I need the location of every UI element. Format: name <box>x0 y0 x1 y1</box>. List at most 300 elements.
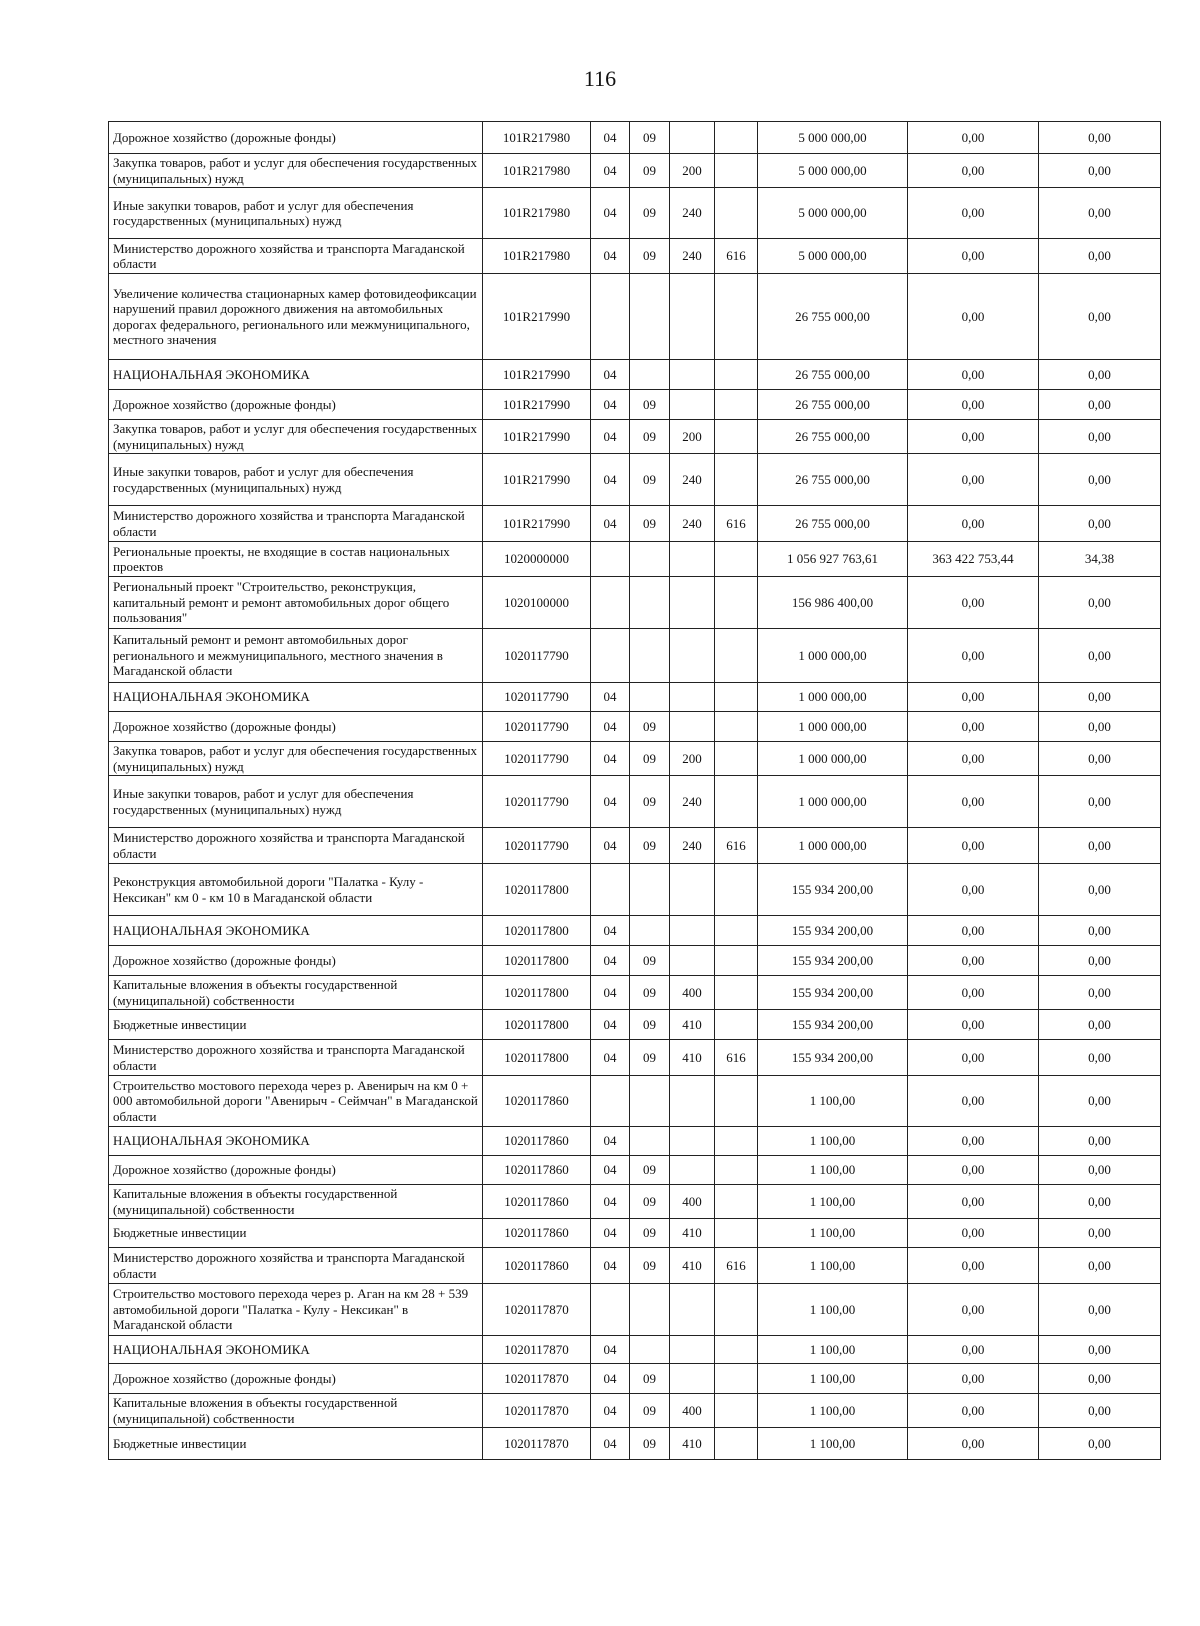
row-expense-type-cell <box>670 916 715 946</box>
row-name-cell: Дорожное хозяйство (дорожные фонды) <box>109 1156 483 1185</box>
row-department-cell <box>715 1284 758 1336</box>
row-code-cell: 1020117860 <box>483 1219 591 1248</box>
row-expense-type-cell: 240 <box>670 506 715 542</box>
row-percent-cell: 0,00 <box>1039 506 1161 542</box>
table-row <box>109 916 1161 946</box>
table-row <box>109 1284 1161 1336</box>
row-executed-cell: 0,00 <box>908 916 1039 946</box>
table-row <box>109 1127 1161 1156</box>
row-section-cell: 04 <box>591 390 630 420</box>
row-amount-cell: 26 755 000,00 <box>758 454 908 506</box>
row-name-cell: Бюджетные инвестиции <box>109 1010 483 1040</box>
row-expense-type-cell <box>670 1127 715 1156</box>
row-expense-type-cell: 240 <box>670 188 715 239</box>
row-code-cell: 101R217980 <box>483 154 591 188</box>
row-name-cell: Министерство дорожного хозяйства и транспорта Магаданской области <box>109 239 483 274</box>
row-amount-cell: 155 934 200,00 <box>758 916 908 946</box>
row-department-cell <box>715 390 758 420</box>
row-amount-cell: 1 000 000,00 <box>758 683 908 712</box>
row-executed-cell: 0,00 <box>908 1010 1039 1040</box>
row-expense-type-cell <box>670 683 715 712</box>
row-amount-cell: 26 755 000,00 <box>758 506 908 542</box>
row-department-cell <box>715 1185 758 1219</box>
row-code-cell: 1020117790 <box>483 776 591 828</box>
row-subsection-cell <box>630 864 670 916</box>
row-executed-cell: 0,00 <box>908 506 1039 542</box>
row-expense-type-cell: 200 <box>670 742 715 776</box>
row-section-cell <box>591 864 630 916</box>
row-code-cell: 1020117800 <box>483 946 591 976</box>
row-subsection-cell: 09 <box>630 390 670 420</box>
row-percent-cell: 0,00 <box>1039 122 1161 154</box>
row-name-cell: Капитальный ремонт и ремонт автомобильных дорог регионального и межмуниципального, местного значения в Магаданской области <box>109 629 483 683</box>
row-percent-cell: 0,00 <box>1039 1185 1161 1219</box>
row-amount-cell: 5 000 000,00 <box>758 154 908 188</box>
row-code-cell: 101R217990 <box>483 274 591 360</box>
row-percent-cell: 0,00 <box>1039 188 1161 239</box>
row-department-cell: 616 <box>715 1040 758 1076</box>
table-row <box>109 1185 1161 1219</box>
row-code-cell: 101R217980 <box>483 122 591 154</box>
row-expense-type-cell <box>670 1284 715 1336</box>
row-section-cell <box>591 1076 630 1127</box>
row-department-cell <box>715 683 758 712</box>
row-amount-cell: 1 100,00 <box>758 1284 908 1336</box>
row-percent-cell: 0,00 <box>1039 864 1161 916</box>
row-subsection-cell: 09 <box>630 742 670 776</box>
row-name-cell: НАЦИОНАЛЬНАЯ ЭКОНОМИКА <box>109 1127 483 1156</box>
row-name-cell: Иные закупки товаров, работ и услуг для обеспечения государственных (муниципальных) нужд <box>109 454 483 506</box>
row-executed-cell: 0,00 <box>908 776 1039 828</box>
row-name-cell: Региональные проекты, не входящие в состав национальных проектов <box>109 542 483 577</box>
table-row <box>109 1364 1161 1394</box>
row-percent-cell: 0,00 <box>1039 1284 1161 1336</box>
row-code-cell: 1020117800 <box>483 864 591 916</box>
row-name-cell: НАЦИОНАЛЬНАЯ ЭКОНОМИКА <box>109 1336 483 1364</box>
row-expense-type-cell <box>670 542 715 577</box>
row-name-cell: Министерство дорожного хозяйства и транспорта Магаданской области <box>109 1248 483 1284</box>
row-expense-type-cell <box>670 1076 715 1127</box>
row-executed-cell: 0,00 <box>908 629 1039 683</box>
row-executed-cell: 0,00 <box>908 712 1039 742</box>
row-code-cell: 1020117790 <box>483 629 591 683</box>
row-percent-cell: 0,00 <box>1039 454 1161 506</box>
row-percent-cell: 0,00 <box>1039 683 1161 712</box>
row-expense-type-cell: 410 <box>670 1428 715 1460</box>
row-section-cell: 04 <box>591 1428 630 1460</box>
row-section-cell: 04 <box>591 1040 630 1076</box>
row-executed-cell: 0,00 <box>908 1127 1039 1156</box>
row-amount-cell: 1 000 000,00 <box>758 712 908 742</box>
row-percent-cell: 0,00 <box>1039 1040 1161 1076</box>
row-section-cell <box>591 274 630 360</box>
row-amount-cell: 1 000 000,00 <box>758 629 908 683</box>
row-subsection-cell <box>630 577 670 629</box>
table-row <box>109 629 1161 683</box>
row-section-cell: 04 <box>591 1219 630 1248</box>
row-subsection-cell: 09 <box>630 712 670 742</box>
row-expense-type-cell: 240 <box>670 776 715 828</box>
row-expense-type-cell <box>670 946 715 976</box>
row-expense-type-cell <box>670 1336 715 1364</box>
table-row <box>109 712 1161 742</box>
row-percent-cell: 0,00 <box>1039 154 1161 188</box>
row-department-cell <box>715 629 758 683</box>
row-section-cell <box>591 1284 630 1336</box>
row-expense-type-cell: 410 <box>670 1219 715 1248</box>
row-expense-type-cell <box>670 390 715 420</box>
row-department-cell <box>715 1156 758 1185</box>
row-executed-cell: 0,00 <box>908 864 1039 916</box>
row-percent-cell: 0,00 <box>1039 390 1161 420</box>
row-executed-cell: 0,00 <box>908 188 1039 239</box>
row-executed-cell: 0,00 <box>908 1040 1039 1076</box>
table-row <box>109 1336 1161 1364</box>
row-name-cell: Дорожное хозяйство (дорожные фонды) <box>109 390 483 420</box>
row-department-cell <box>715 188 758 239</box>
row-section-cell: 04 <box>591 742 630 776</box>
row-code-cell: 1020117870 <box>483 1394 591 1428</box>
row-amount-cell: 155 934 200,00 <box>758 1010 908 1040</box>
row-percent-cell: 0,00 <box>1039 274 1161 360</box>
row-name-cell: Дорожное хозяйство (дорожные фонды) <box>109 1364 483 1394</box>
row-executed-cell: 0,00 <box>908 239 1039 274</box>
row-name-cell: Строительство мостового перехода через р. Аган на км 28 + 539 автомобильной дороги "Палатка - Кулу - Нексикан" в Магаданской области <box>109 1284 483 1336</box>
table-row <box>109 976 1161 1010</box>
row-code-cell: 1020117790 <box>483 742 591 776</box>
row-subsection-cell <box>630 916 670 946</box>
row-percent-cell: 0,00 <box>1039 1219 1161 1248</box>
row-name-cell: Капитальные вложения в объекты государственной (муниципальной) собственности <box>109 1394 483 1428</box>
row-subsection-cell: 09 <box>630 1219 670 1248</box>
row-section-cell: 04 <box>591 360 630 390</box>
row-subsection-cell <box>630 1336 670 1364</box>
row-subsection-cell <box>630 683 670 712</box>
row-executed-cell: 0,00 <box>908 274 1039 360</box>
row-percent-cell: 0,00 <box>1039 577 1161 629</box>
table-body <box>109 122 1161 1460</box>
row-section-cell: 04 <box>591 1185 630 1219</box>
row-code-cell: 1020117870 <box>483 1428 591 1460</box>
table-row <box>109 239 1161 274</box>
row-expense-type-cell: 400 <box>670 976 715 1010</box>
row-section-cell: 04 <box>591 828 630 864</box>
row-department-cell: 616 <box>715 239 758 274</box>
row-executed-cell: 0,00 <box>908 1248 1039 1284</box>
row-expense-type-cell <box>670 1156 715 1185</box>
row-percent-cell: 0,00 <box>1039 1248 1161 1284</box>
row-expense-type-cell: 410 <box>670 1248 715 1284</box>
table-row <box>109 154 1161 188</box>
table-row <box>109 454 1161 506</box>
row-subsection-cell: 09 <box>630 1364 670 1394</box>
row-amount-cell: 1 100,00 <box>758 1219 908 1248</box>
row-amount-cell: 155 934 200,00 <box>758 976 908 1010</box>
row-percent-cell: 0,00 <box>1039 1010 1161 1040</box>
row-department-cell <box>715 542 758 577</box>
row-percent-cell: 0,00 <box>1039 1156 1161 1185</box>
row-subsection-cell <box>630 542 670 577</box>
table-row <box>109 776 1161 828</box>
row-department-cell <box>715 274 758 360</box>
row-section-cell <box>591 577 630 629</box>
row-section-cell: 04 <box>591 1248 630 1284</box>
row-name-cell: НАЦИОНАЛЬНАЯ ЭКОНОМИКА <box>109 360 483 390</box>
row-name-cell: Строительство мостового перехода через р. Авенирыч на км 0 + 000 автомобильной дороги "Авенирыч - Сеймчан" в Магаданской области <box>109 1076 483 1127</box>
row-name-cell: Дорожное хозяйство (дорожные фонды) <box>109 946 483 976</box>
row-subsection-cell: 09 <box>630 506 670 542</box>
row-department-cell <box>715 420 758 454</box>
table-row <box>109 1248 1161 1284</box>
row-department-cell <box>715 1076 758 1127</box>
row-executed-cell: 0,00 <box>908 154 1039 188</box>
row-expense-type-cell <box>670 1364 715 1394</box>
row-amount-cell: 1 100,00 <box>758 1336 908 1364</box>
table-row <box>109 1394 1161 1428</box>
row-section-cell: 04 <box>591 976 630 1010</box>
row-expense-type-cell: 410 <box>670 1010 715 1040</box>
row-expense-type-cell: 240 <box>670 828 715 864</box>
row-amount-cell: 1 100,00 <box>758 1394 908 1428</box>
page-number: 116 <box>583 66 617 91</box>
row-name-cell: Закупка товаров, работ и услуг для обеспечения государственных (муниципальных) нужд <box>109 742 483 776</box>
row-subsection-cell: 09 <box>630 976 670 1010</box>
row-percent-cell: 0,00 <box>1039 1364 1161 1394</box>
row-code-cell: 1020117790 <box>483 712 591 742</box>
row-percent-cell: 0,00 <box>1039 712 1161 742</box>
row-code-cell: 101R217990 <box>483 454 591 506</box>
row-name-cell: Бюджетные инвестиции <box>109 1219 483 1248</box>
row-name-cell: Министерство дорожного хозяйства и транспорта Магаданской области <box>109 1040 483 1076</box>
row-department-cell <box>715 916 758 946</box>
row-subsection-cell: 09 <box>630 1428 670 1460</box>
row-executed-cell: 0,00 <box>908 1284 1039 1336</box>
row-code-cell: 1020117800 <box>483 1010 591 1040</box>
row-section-cell: 04 <box>591 1394 630 1428</box>
row-code-cell: 1020117800 <box>483 976 591 1010</box>
row-executed-cell: 0,00 <box>908 360 1039 390</box>
row-subsection-cell: 09 <box>630 420 670 454</box>
row-department-cell <box>715 742 758 776</box>
row-expense-type-cell: 410 <box>670 1040 715 1076</box>
row-amount-cell: 1 100,00 <box>758 1428 908 1460</box>
table-row <box>109 1010 1161 1040</box>
row-percent-cell: 0,00 <box>1039 776 1161 828</box>
row-amount-cell: 26 755 000,00 <box>758 360 908 390</box>
row-subsection-cell <box>630 1284 670 1336</box>
row-section-cell: 04 <box>591 1127 630 1156</box>
table-row <box>109 742 1161 776</box>
row-amount-cell: 155 934 200,00 <box>758 946 908 976</box>
row-subsection-cell: 09 <box>630 776 670 828</box>
row-expense-type-cell <box>670 629 715 683</box>
row-name-cell: Министерство дорожного хозяйства и транспорта Магаданской области <box>109 506 483 542</box>
row-section-cell: 04 <box>591 776 630 828</box>
row-department-cell <box>715 454 758 506</box>
row-department-cell <box>715 712 758 742</box>
row-executed-cell: 0,00 <box>908 1364 1039 1394</box>
table-row <box>109 420 1161 454</box>
row-section-cell: 04 <box>591 683 630 712</box>
row-department-cell <box>715 122 758 154</box>
row-executed-cell: 0,00 <box>908 683 1039 712</box>
row-amount-cell: 5 000 000,00 <box>758 122 908 154</box>
row-executed-cell: 0,00 <box>908 1428 1039 1460</box>
row-code-cell: 101R217990 <box>483 420 591 454</box>
row-section-cell: 04 <box>591 420 630 454</box>
row-expense-type-cell <box>670 360 715 390</box>
row-subsection-cell <box>630 1127 670 1156</box>
row-name-cell: Увеличение количества стационарных камер фотовидеофиксации нарушений правил дорожного движения на автомобильных дорогах федерального, регионального или межмуниципального, местного значения <box>109 274 483 360</box>
row-subsection-cell: 09 <box>630 1010 670 1040</box>
row-subsection-cell: 09 <box>630 1394 670 1428</box>
row-subsection-cell <box>630 629 670 683</box>
row-name-cell: Иные закупки товаров, работ и услуг для обеспечения государственных (муниципальных) нужд <box>109 188 483 239</box>
row-code-cell: 1020117860 <box>483 1076 591 1127</box>
row-code-cell: 1020100000 <box>483 577 591 629</box>
row-expense-type-cell <box>670 122 715 154</box>
row-percent-cell: 0,00 <box>1039 946 1161 976</box>
table-row <box>109 1040 1161 1076</box>
row-amount-cell: 1 100,00 <box>758 1156 908 1185</box>
table-row <box>109 360 1161 390</box>
table-row <box>109 946 1161 976</box>
row-executed-cell: 0,00 <box>908 742 1039 776</box>
row-subsection-cell: 09 <box>630 1040 670 1076</box>
row-section-cell: 04 <box>591 946 630 976</box>
row-subsection-cell: 09 <box>630 1156 670 1185</box>
row-amount-cell: 1 000 000,00 <box>758 776 908 828</box>
row-percent-cell: 0,00 <box>1039 1336 1161 1364</box>
row-amount-cell: 1 100,00 <box>758 1364 908 1394</box>
row-percent-cell: 0,00 <box>1039 916 1161 946</box>
row-expense-type-cell: 400 <box>670 1394 715 1428</box>
row-department-cell <box>715 154 758 188</box>
row-section-cell: 04 <box>591 712 630 742</box>
row-amount-cell: 26 755 000,00 <box>758 274 908 360</box>
row-code-cell: 1020117870 <box>483 1364 591 1394</box>
row-section-cell <box>591 629 630 683</box>
row-executed-cell: 0,00 <box>908 976 1039 1010</box>
row-department-cell <box>715 1010 758 1040</box>
table-row <box>109 577 1161 629</box>
row-percent-cell: 0,00 <box>1039 976 1161 1010</box>
table-row <box>109 390 1161 420</box>
row-percent-cell: 0,00 <box>1039 742 1161 776</box>
row-expense-type-cell <box>670 577 715 629</box>
row-code-cell: 1020117860 <box>483 1127 591 1156</box>
row-expense-type-cell: 200 <box>670 154 715 188</box>
row-expense-type-cell: 200 <box>670 420 715 454</box>
table-row <box>109 1219 1161 1248</box>
row-name-cell: Министерство дорожного хозяйства и транспорта Магаданской области <box>109 828 483 864</box>
row-section-cell: 04 <box>591 506 630 542</box>
row-code-cell: 1020117790 <box>483 683 591 712</box>
row-name-cell: Бюджетные инвестиции <box>109 1428 483 1460</box>
row-section-cell: 04 <box>591 916 630 946</box>
table-row <box>109 188 1161 239</box>
row-executed-cell: 0,00 <box>908 1076 1039 1127</box>
table-row <box>109 683 1161 712</box>
table-row <box>109 1428 1161 1460</box>
row-code-cell: 1020117860 <box>483 1185 591 1219</box>
row-subsection-cell: 09 <box>630 946 670 976</box>
row-subsection-cell: 09 <box>630 1185 670 1219</box>
table-row <box>109 122 1161 154</box>
row-expense-type-cell <box>670 864 715 916</box>
row-department-cell <box>715 577 758 629</box>
row-section-cell: 04 <box>591 154 630 188</box>
row-amount-cell: 1 100,00 <box>758 1185 908 1219</box>
row-amount-cell: 1 100,00 <box>758 1127 908 1156</box>
row-code-cell: 1020000000 <box>483 542 591 577</box>
row-department-cell: 616 <box>715 828 758 864</box>
row-name-cell: Капитальные вложения в объекты государственной (муниципальной) собственности <box>109 1185 483 1219</box>
row-name-cell: Закупка товаров, работ и услуг для обеспечения государственных (муниципальных) нужд <box>109 420 483 454</box>
row-department-cell <box>715 1219 758 1248</box>
row-amount-cell: 1 000 000,00 <box>758 742 908 776</box>
row-percent-cell: 0,00 <box>1039 239 1161 274</box>
row-code-cell: 101R217990 <box>483 360 591 390</box>
row-amount-cell: 156 986 400,00 <box>758 577 908 629</box>
row-expense-type-cell: 240 <box>670 239 715 274</box>
row-code-cell: 1020117800 <box>483 1040 591 1076</box>
row-percent-cell: 0,00 <box>1039 828 1161 864</box>
row-section-cell: 04 <box>591 1156 630 1185</box>
row-executed-cell: 0,00 <box>908 122 1039 154</box>
row-name-cell: НАЦИОНАЛЬНАЯ ЭКОНОМИКА <box>109 683 483 712</box>
row-subsection-cell: 09 <box>630 1248 670 1284</box>
row-section-cell: 04 <box>591 1336 630 1364</box>
row-department-cell <box>715 976 758 1010</box>
row-section-cell: 04 <box>591 239 630 274</box>
row-expense-type-cell <box>670 274 715 360</box>
row-code-cell: 101R217980 <box>483 188 591 239</box>
row-department-cell <box>715 1428 758 1460</box>
row-section-cell: 04 <box>591 1364 630 1394</box>
row-department-cell <box>715 776 758 828</box>
row-subsection-cell: 09 <box>630 239 670 274</box>
row-name-cell: Региональный проект "Строительство, реконструкция, капитальный ремонт и ремонт автомобильных дорог общего пользования" <box>109 577 483 629</box>
row-code-cell: 1020117870 <box>483 1336 591 1364</box>
row-percent-cell: 0,00 <box>1039 420 1161 454</box>
row-section-cell: 04 <box>591 122 630 154</box>
table-row <box>109 506 1161 542</box>
row-subsection-cell: 09 <box>630 454 670 506</box>
row-code-cell: 1020117790 <box>483 828 591 864</box>
row-name-cell: Закупка товаров, работ и услуг для обеспечения государственных (муниципальных) нужд <box>109 154 483 188</box>
row-department-cell <box>715 864 758 916</box>
row-department-cell <box>715 1364 758 1394</box>
row-percent-cell: 0,00 <box>1039 1428 1161 1460</box>
row-department-cell <box>715 1394 758 1428</box>
row-code-cell: 101R217980 <box>483 239 591 274</box>
row-subsection-cell <box>630 360 670 390</box>
row-code-cell: 1020117860 <box>483 1248 591 1284</box>
row-name-cell: Иные закупки товаров, работ и услуг для обеспечения государственных (муниципальных) нужд <box>109 776 483 828</box>
row-department-cell <box>715 360 758 390</box>
row-executed-cell: 0,00 <box>908 1156 1039 1185</box>
row-executed-cell: 0,00 <box>908 946 1039 976</box>
row-percent-cell: 34,38 <box>1039 542 1161 577</box>
row-executed-cell: 0,00 <box>908 420 1039 454</box>
row-department-cell <box>715 946 758 976</box>
table-row <box>109 542 1161 577</box>
row-executed-cell: 0,00 <box>908 454 1039 506</box>
row-executed-cell: 0,00 <box>908 1336 1039 1364</box>
row-executed-cell: 0,00 <box>908 577 1039 629</box>
row-name-cell: Дорожное хозяйство (дорожные фонды) <box>109 712 483 742</box>
